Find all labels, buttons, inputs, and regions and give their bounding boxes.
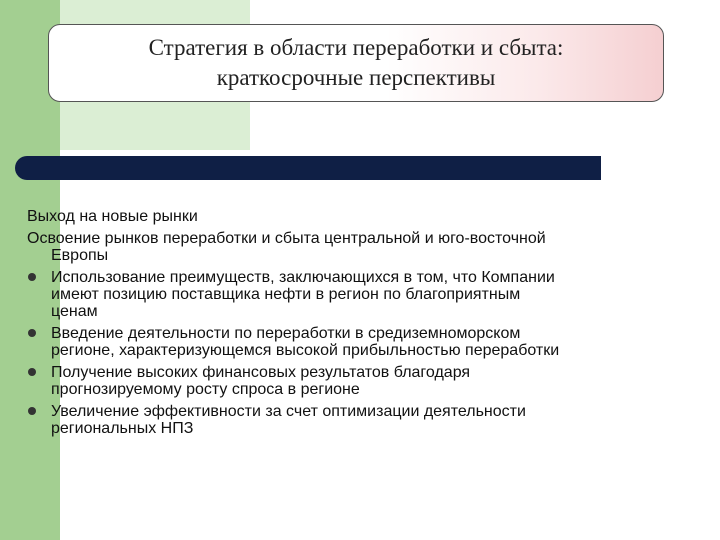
bullet-text: регионе, характеризующемся высокой прибыльностью переработки bbox=[51, 342, 560, 359]
bullet-text: имеют позицию поставщика нефти в регион по благоприятным bbox=[51, 286, 521, 303]
bullet-dot-icon bbox=[28, 273, 36, 281]
slide-title-line-1: Стратегия в области переработки и сбыта: bbox=[148, 35, 564, 60]
bullet-dot-icon bbox=[28, 407, 36, 415]
paragraph-new-markets bbox=[27, 208, 707, 225]
divider-bar bbox=[15, 156, 601, 180]
paragraph-market-development bbox=[27, 230, 707, 264]
bullet-item bbox=[27, 403, 707, 437]
bullet-item bbox=[27, 269, 707, 320]
bullet-item bbox=[27, 364, 707, 398]
bullet-item bbox=[27, 325, 707, 359]
bullet-text: региональных НПЗ bbox=[51, 420, 194, 437]
paragraph-text: Выход на новые рынки bbox=[27, 208, 198, 225]
paragraph-text: Европы bbox=[51, 247, 109, 264]
bullet-text: Введение деятельности по переработки в средиземноморском bbox=[51, 325, 521, 342]
slide-title-box bbox=[48, 24, 664, 102]
bullet-dot-icon bbox=[28, 368, 36, 376]
slide-body bbox=[27, 208, 707, 442]
paragraph-text: Освоение рынков переработки и сбыта центральной и юго-восточной bbox=[27, 230, 546, 247]
bullet-list bbox=[27, 269, 707, 437]
bullet-text: Получение высоких финансовых результатов благодаря bbox=[51, 364, 471, 381]
bullet-text: Использование преимуществ, заключающихся в том, что Компании bbox=[51, 269, 555, 286]
bullet-text: прогнозируемому росту спроса в регионе bbox=[51, 381, 360, 398]
bullet-dot-icon bbox=[28, 329, 36, 337]
slide-title-line-2: краткосрочные перспективы bbox=[216, 65, 496, 90]
bullet-text: ценам bbox=[51, 303, 98, 320]
bullet-text: Увеличение эффективности за счет оптимизации деятельности bbox=[51, 403, 526, 420]
